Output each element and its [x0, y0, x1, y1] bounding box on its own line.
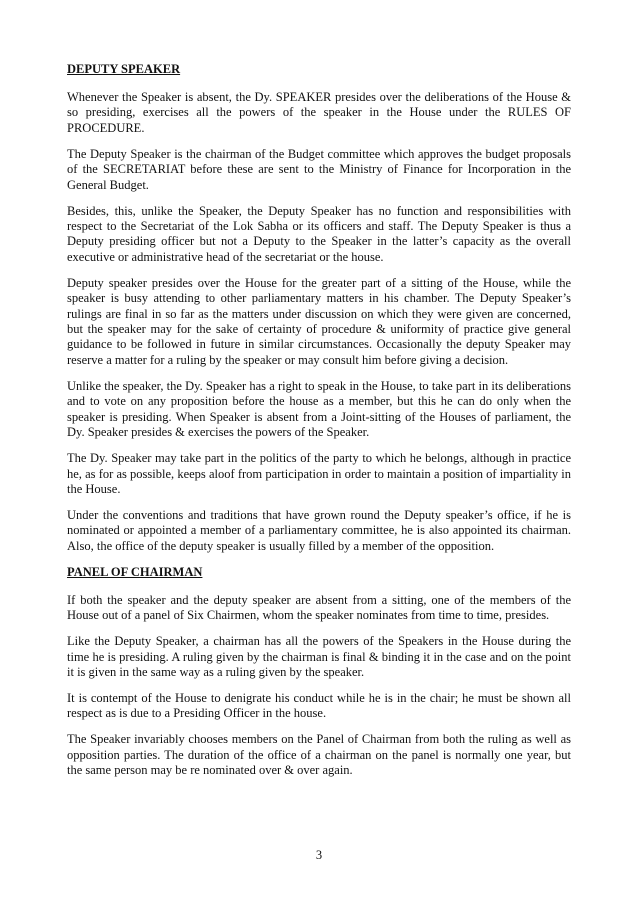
paragraph: Unlike the speaker, the Dy. Speaker has a right to speak in the House, to take part in its deliberations and to vote on any proposition before the house as a member, but this he can do only when the speaker is presiding. When Speaker is absent from a Joint-sitting of the Houses of parliament, the Dy. Speaker presides & exercises the powers of the Speaker.	[67, 378, 571, 440]
paragraph: The Dy. Speaker may take part in the politics of the party to which he belongs, although in practice he, as for as possible, keeps aloof from participation in order to maintain a position of impartiality in the House.	[67, 451, 571, 496]
paragraph: The Speaker invariably chooses members on the Panel of Chairman from both the ruling as well as opposition parties. The duration of the office of a chairman on the panel is normally one year, but the same person may be re nominated over & over again.	[67, 732, 571, 778]
section-heading-panel-of-chairman: PANEL OF CHAIRMAN	[67, 564, 203, 579]
paragraph: Under the conventions and traditions that have grown round the Deputy speaker’s office, if he is nominated or appointed a member of a parliamentary committee, he is also appointed its chairman. Also, the office of the deputy speaker is usually filled by a member of the opposition.	[67, 507, 571, 553]
paragraph: Whenever the Speaker is absent, the Dy. SPEAKER presides over the deliberations of the House & so presiding, exercises all the powers of the speaker in the House under the RULES OF PROCEDURE.	[67, 90, 571, 135]
paragraph: Deputy speaker presides over the House for the greater part of a sitting of the House, while the speaker is busy attending to other parliamentary matters in his chamber. The Deputy Speaker’s rulings are final in so far as the matters under discussion on which they were given are concerned, but the speaker may for the sake of certainty of procedure & uniformity of practice give general guidance to be followed in future in similar circumstances. Occasionally the deputy Speaker may reserve a matter for a ruling by the speaker or may consult him before giving a decision.	[67, 275, 571, 367]
page-number: 3	[315, 848, 323, 862]
section-heading-deputy-speaker: DEPUTY SPEAKER	[67, 62, 181, 76]
paragraph: It is contempt of the House to denigrate his conduct while he is in the chair; he must be shown all respect as is due to a Presiding Officer in the house.	[67, 690, 571, 721]
paragraph: The Deputy Speaker is the chairman of the Budget committee which approves the budget proposals of the SECRETARIAT before these are sent to the Ministry of Finance for Incorporation in the General Budget.	[67, 146, 571, 192]
document-page	[67, 62, 571, 789]
paragraph: Like the Deputy Speaker, a chairman has all the powers of the Speakers in the House during the time he is presiding. A ruling given by the chairman is final & binding it in the case and on the point it is given in the same way as a ruling given by the speaker.	[67, 634, 571, 679]
paragraph: If both the speaker and the deputy speaker are absent from a sitting, one of the members of the House out of a panel of Six Chairmen, whom the speaker nominates from time to time, presides.	[67, 592, 571, 623]
paragraph: Besides, this, unlike the Speaker, the Deputy Speaker has no function and responsibilities with respect to the Secretariat of the Lok Sabha or its officers and staff. The Deputy Speaker is thus a Deputy presiding officer but not a Deputy to the Speaker in the latter’s capacity as the overall executive or administrative head of the secretariat or the house.	[67, 203, 571, 264]
